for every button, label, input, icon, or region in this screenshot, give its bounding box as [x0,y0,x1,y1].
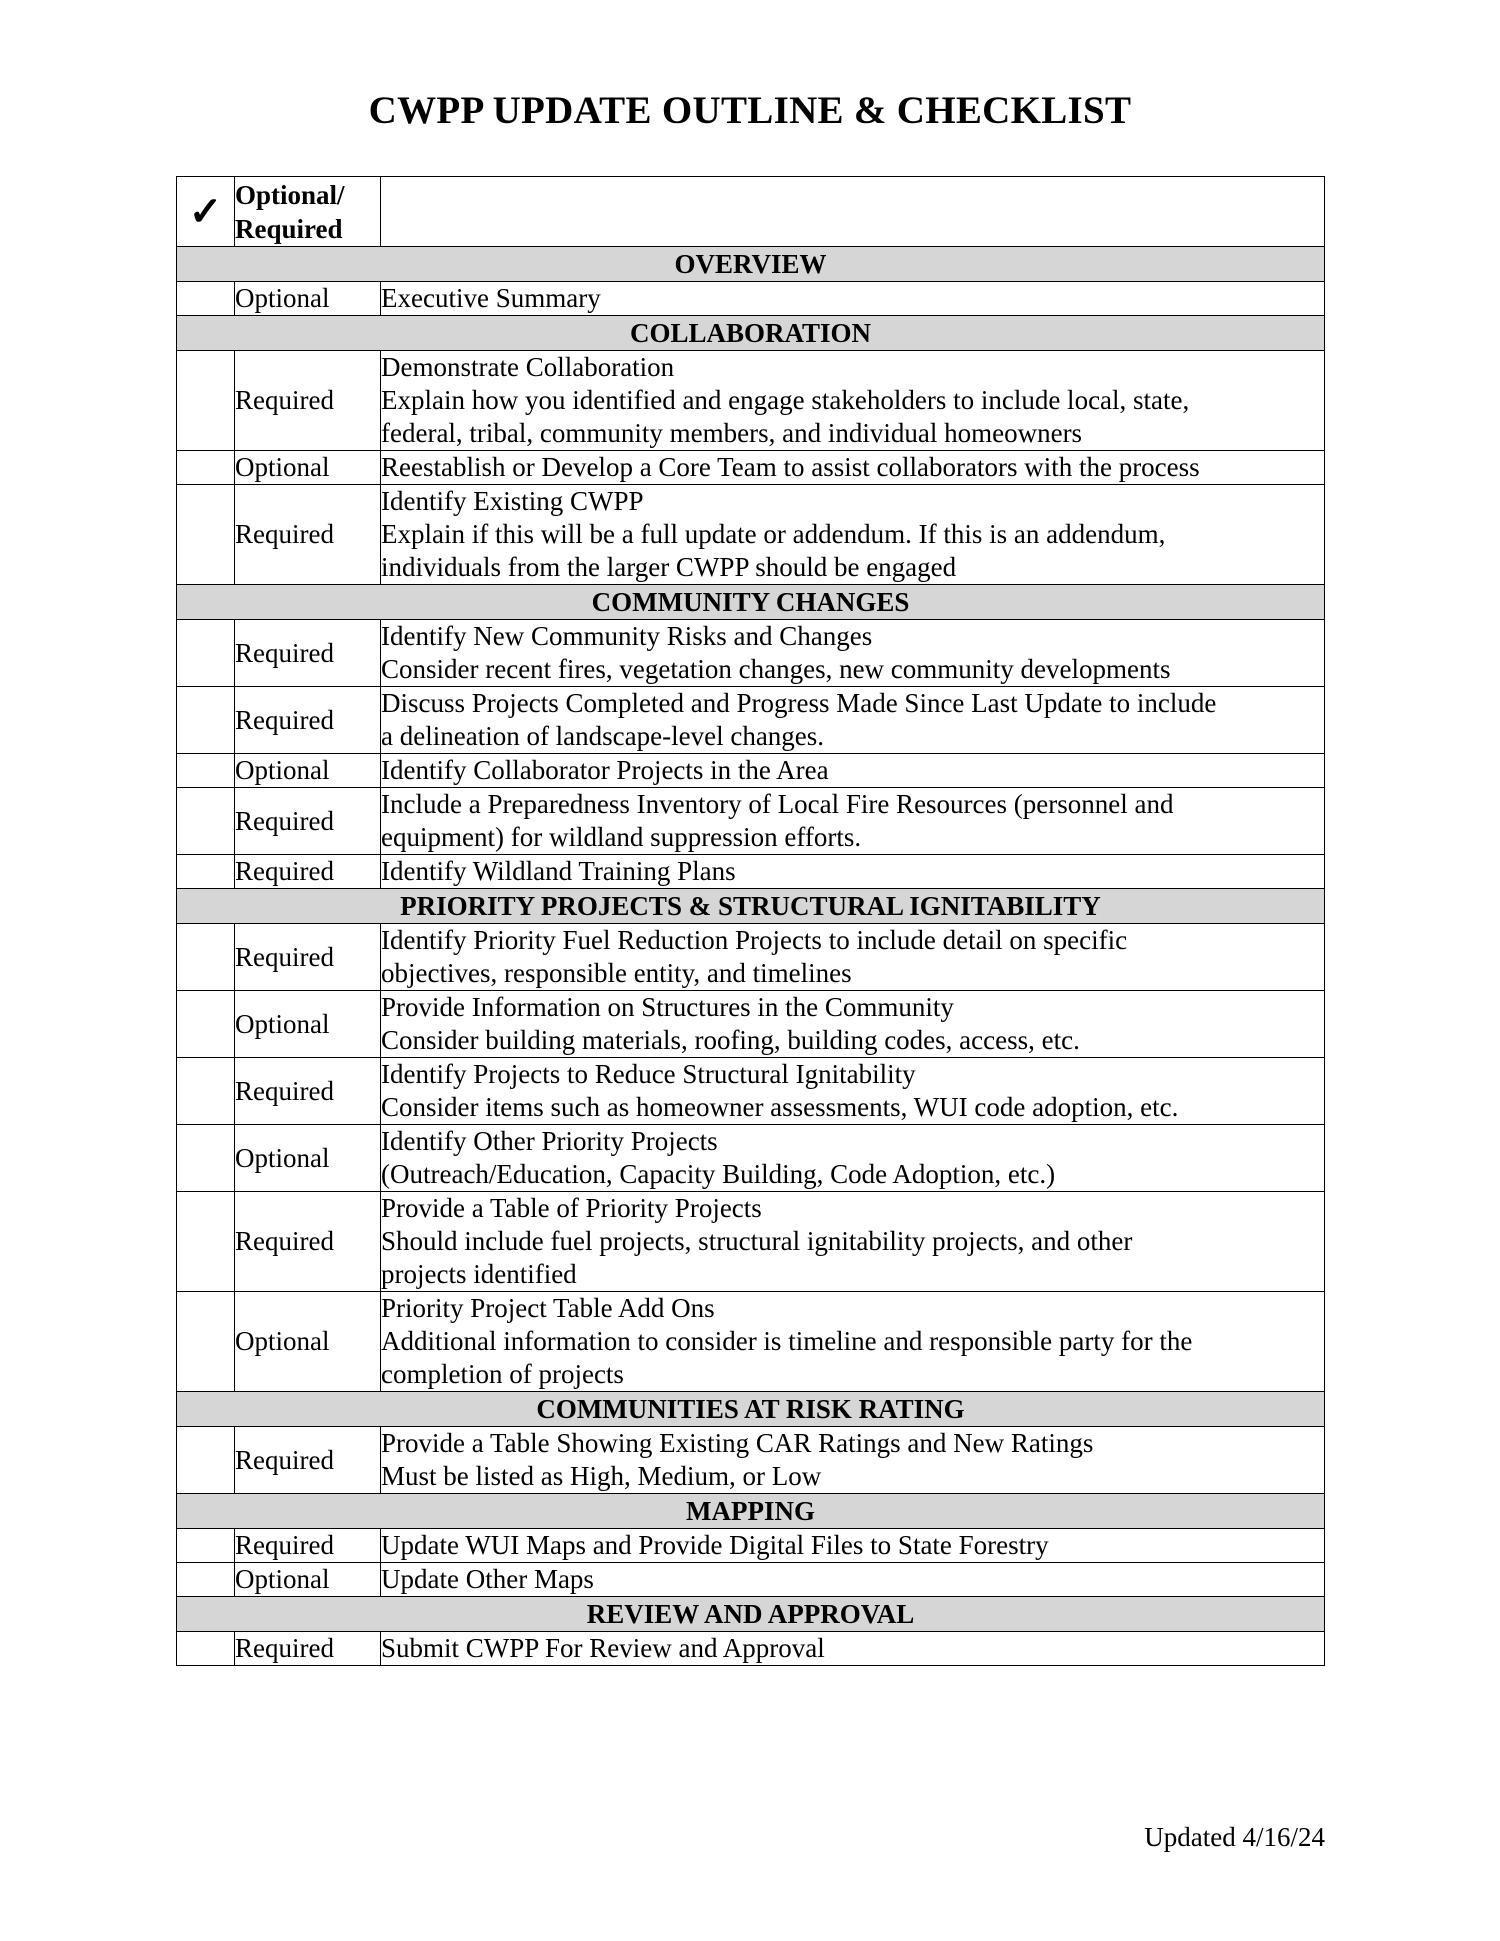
description-line: Provide a Table of Priority Projects [381,1193,762,1223]
status-cell: Required [235,1529,381,1563]
status-cell: Required [235,687,381,754]
description-cell [381,687,1325,754]
table-row [177,485,1325,585]
description-cell [381,754,1325,788]
table-row [177,1529,1325,1563]
status-cell: Required [235,855,381,889]
description-line: Discuss Projects Completed and Progress Made Since Last Update to include [381,688,1217,718]
description-line: Explain how you identified and engage stakeholders to include local, state, [381,385,1190,415]
description-cell [381,788,1325,855]
description-line: equipment) for wildland suppression efforts. [381,822,862,852]
description-cell [381,1529,1325,1563]
status-cell: Required [235,351,381,451]
description-cell [381,855,1325,889]
description-cell [381,1058,1325,1125]
section-header-row [177,889,1325,924]
status-cell: Required [235,924,381,991]
checkbox-cell[interactable] [177,687,235,754]
table-row [177,1563,1325,1597]
table-row [177,788,1325,855]
status-cell: Required [235,620,381,687]
table-row [177,991,1325,1058]
section-header-row [177,1597,1325,1632]
section-header-row [177,316,1325,351]
checkbox-cell[interactable] [177,1192,235,1292]
table-row [177,924,1325,991]
updated-date: Updated 4/16/24 [1144,1822,1325,1852]
description-line: federal, tribal, community members, and individual homeowners [381,418,1083,448]
section-title: COMMUNITIES AT RISK RATING [177,1392,1325,1427]
checkbox-cell[interactable] [177,855,235,889]
table-row [177,1292,1325,1392]
checkbox-cell[interactable] [177,1125,235,1192]
status-header-line: Required [235,213,343,244]
description-line: objectives, responsible entity, and timelines [381,958,852,988]
section-title: COLLABORATION [177,316,1325,351]
description-cell [381,991,1325,1058]
checkbox-cell[interactable] [177,1529,235,1563]
description-line: Consider building materials, roofing, building codes, access, etc. [381,1025,1080,1055]
description-line: Executive Summary [381,283,601,313]
status-cell: Required [235,1632,381,1666]
checkbox-cell[interactable] [177,1292,235,1392]
table-row [177,351,1325,451]
checkbox-cell[interactable] [177,1427,235,1494]
table-row [177,1427,1325,1494]
section-header-row [177,1494,1325,1529]
section-title: PRIORITY PROJECTS & STRUCTURAL IGNITABILITY [177,889,1325,924]
table-row [177,1192,1325,1292]
table-row [177,1632,1325,1666]
description-line: Consider recent fires, vegetation changes, new community developments [381,654,1171,684]
description-line: Provide Information on Structures in the Community [381,992,954,1022]
description-cell [381,1292,1325,1392]
status-cell: Required [235,788,381,855]
status-cell: Required [235,1192,381,1292]
checkbox-cell[interactable] [177,788,235,855]
description-cell [381,1427,1325,1494]
checkbox-cell[interactable] [177,620,235,687]
description-line: Update Other Maps [381,1564,594,1594]
description-line: Include a Preparedness Inventory of Local Fire Resources (personnel and [381,789,1174,819]
table-row [177,855,1325,889]
checkbox-cell[interactable] [177,485,235,585]
description-line: Must be listed as High, Medium, or Low [381,1461,822,1491]
description-line: Reestablish or Develop a Core Team to assist collaborators with the process [381,452,1200,482]
section-header-row [177,585,1325,620]
table-row [177,687,1325,754]
description-cell [381,451,1325,485]
checkbox-cell[interactable] [177,282,235,316]
status-cell: Required [235,1427,381,1494]
description-line: projects identified [381,1259,577,1289]
description-line: Identify Collaborator Projects in the Area [381,755,829,785]
description-cell [381,1192,1325,1292]
table-header-row [177,177,1325,247]
checklist-table [176,176,1325,1666]
checkbox-cell[interactable] [177,351,235,451]
table-row [177,451,1325,485]
description-line: Identify Projects to Reduce Structural Ignitability [381,1059,916,1089]
section-title: COMMUNITY CHANGES [177,585,1325,620]
description-line: individuals from the larger CWPP should be engaged [381,552,957,582]
table-row [177,282,1325,316]
description-line: completion of projects [381,1359,624,1389]
status-cell: Optional [235,1292,381,1392]
status-cell: Optional [235,991,381,1058]
status-cell: Optional [235,754,381,788]
description-line: Provide a Table Showing Existing CAR Ratings and New Ratings [381,1428,1094,1458]
description-line: Identify New Community Risks and Changes [381,621,873,651]
section-header-row [177,247,1325,282]
status-cell: Optional [235,1563,381,1597]
description-line: Update WUI Maps and Provide Digital Files to State Forestry [381,1530,1049,1560]
table-row [177,1125,1325,1192]
table-row [177,1058,1325,1125]
section-header-row [177,1392,1325,1427]
description-cell [381,1563,1325,1597]
status-column-header [235,177,381,247]
description-cell [381,485,1325,585]
description-line: Should include fuel projects, structural ignitability projects, and other [381,1226,1133,1256]
description-line: (Outreach/Education, Capacity Building, Code Adoption, etc.) [381,1159,1056,1189]
table-row [177,754,1325,788]
description-cell [381,1632,1325,1666]
status-cell: Optional [235,451,381,485]
checkmark-icon: ✓ [177,177,235,247]
checkbox-cell[interactable] [177,1563,235,1597]
checkbox-cell[interactable] [177,754,235,788]
description-cell [381,924,1325,991]
table-row [177,620,1325,687]
description-cell [381,1125,1325,1192]
description-cell [381,351,1325,451]
checkbox-cell[interactable] [177,924,235,991]
description-line: Identify Priority Fuel Reduction Projects to include detail on specific [381,925,1128,955]
description-line: Consider items such as homeowner assessments, WUI code adoption, etc. [381,1092,1179,1122]
description-column-header [381,177,1325,247]
status-cell: Optional [235,282,381,316]
section-title: OVERVIEW [177,247,1325,282]
page-title: CWPP UPDATE OUTLINE & CHECKLIST [368,89,1132,132]
description-line: Priority Project Table Add Ons [381,1293,715,1323]
section-title: REVIEW AND APPROVAL [177,1597,1325,1632]
status-cell: Required [235,485,381,585]
description-line: Explain if this will be a full update or addendum. If this is an addendum, [381,519,1166,549]
status-cell: Required [235,1058,381,1125]
description-line: Submit CWPP For Review and Approval [381,1633,825,1663]
description-line: Identify Wildland Training Plans [381,856,736,886]
status-header-line: Optional/ [235,179,345,210]
description-line: Additional information to consider is timeline and responsible party for the [381,1326,1193,1356]
description-cell [381,620,1325,687]
checkbox-cell[interactable] [177,1058,235,1125]
checkbox-cell[interactable] [177,1632,235,1666]
section-title: MAPPING [177,1494,1325,1529]
checklist-body [177,247,1325,1666]
description-line: a delineation of landscape-level changes. [381,721,825,751]
checkbox-cell[interactable] [177,991,235,1058]
checkbox-cell[interactable] [177,451,235,485]
description-line: Demonstrate Collaboration [381,352,675,382]
description-cell [381,282,1325,316]
description-line: Identify Existing CWPP [381,486,644,516]
status-cell: Optional [235,1125,381,1192]
description-line: Identify Other Priority Projects [381,1126,718,1156]
